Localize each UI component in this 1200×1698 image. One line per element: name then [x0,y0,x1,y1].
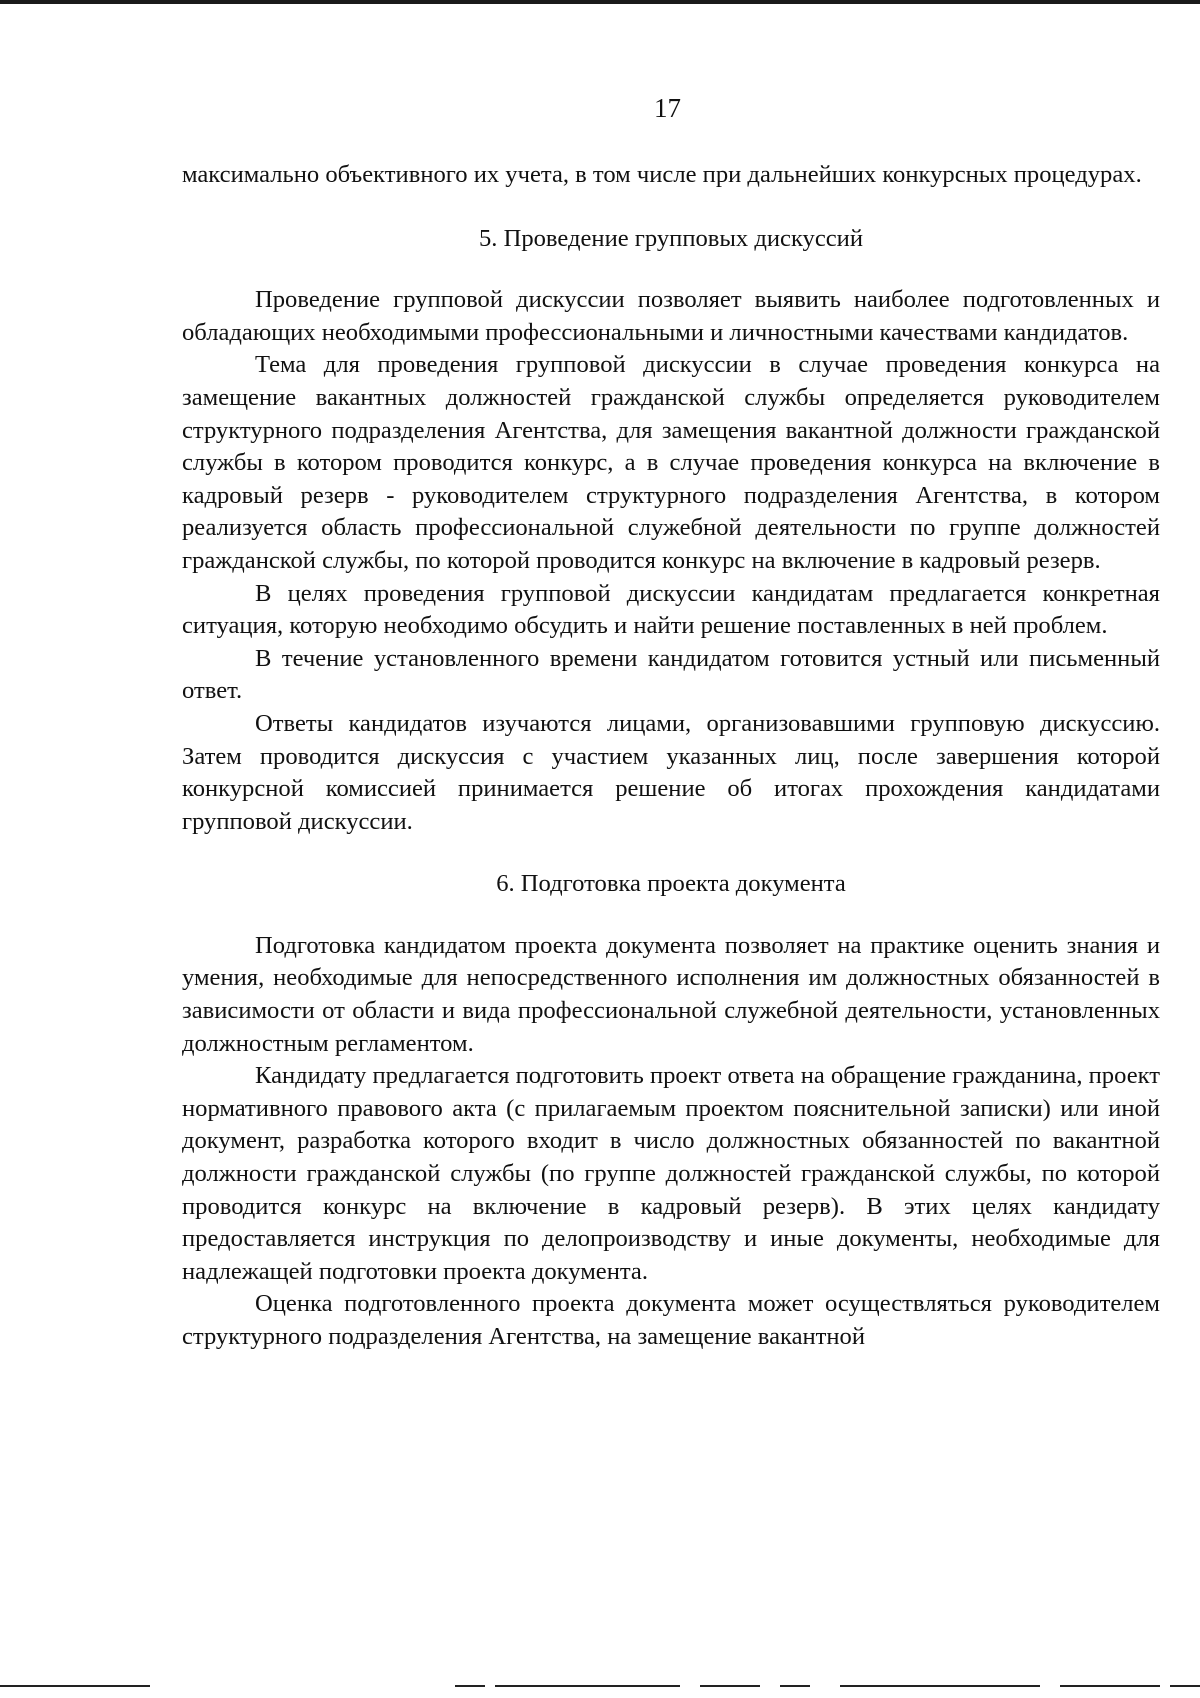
scan-top-edge [0,0,1200,4]
document-body [182,159,1160,1354]
section-6-paragraph: Оценка подготовленного проекта документа может осуществляться руководителем структурного подразделения Агентства, на замещение вакантной [182,1290,1160,1350]
section-5-paragraph: В течение установленного времени кандидатом готовится устный или письменный ответ. [182,644,1160,705]
section-5-paragraph: Проведение групповой дискуссии позволяет выявить наиболее подготовленных и обладающих необходимыми профессиональными и личностными качествами кандидатов. [182,286,1160,346]
section-6-paragraph: Кандидату предлагается подготовить проект ответа на обращение гражданина, проект нормативного правового акта (с прилагаемым проектом пояснительной записки) или иной документ, разработка которого входит в число должностных обязанностей по вакантной должности гражданской службы (по группе должностей гражданской службы, по которой проводится конкурс на включение в кадровый резерв). В этих целях кандидату предоставляется инструкция по делопроизводству и иные документы, необходимые для надлежащей подготовки проекта документа. [182,1062,1160,1285]
section-5-paragraph: Ответы кандидатов изучаются лицами, организовавшими групповую дискуссию. Затем проводится дискуссия с участием указанных лиц, после завершения которой конкурсной комиссией принимается решение об итогах прохождения кандидатами групповой дискуссии. [182,709,1160,835]
scan-bottom-edge [0,1685,1200,1691]
section-5-paragraph: Тема для проведения групповой дискуссии в случае проведения конкурса на замещение вакантных должностей гражданской службы определяется руководителем структурного подразделения Агентства, для замещения вакантной должности гражданской службы в котором проводится конкурс, а в случае проведения конкурса на включение в кадровый резерв - руководителем структурного подразделения Агентства, в котором реализуется область профессиональной служебной деятельности по группе должностей гражданской службы, по которой проводится конкурс на включение в кадровый резерв. [182,351,1160,574]
section-5-heading: 5. Проведение групповых дискуссий [478,224,864,252]
section-5-paragraph: В целях проведения групповой дискуссии кандидатам предлагается конкретная ситуация, которую необходимо обсудить и найти решение поставленных в ней проблем. [182,579,1160,640]
page-number: 17 [654,93,681,123]
section-6-heading: 6. Подготовка проекта документа [496,870,846,898]
continuation-paragraph: максимально объективного их учета, в том числе при дальнейших конкурсных процедурах. [182,161,1142,188]
section-6-paragraph: Подготовка кандидатом проекта документа позволяет на практике оценить знания и умения, необходимые для непосредственного исполнения им должностных обязанностей в зависимости от области и вида профессиональной служебной деятельности, установленных должностным регламентом. [182,931,1160,1057]
